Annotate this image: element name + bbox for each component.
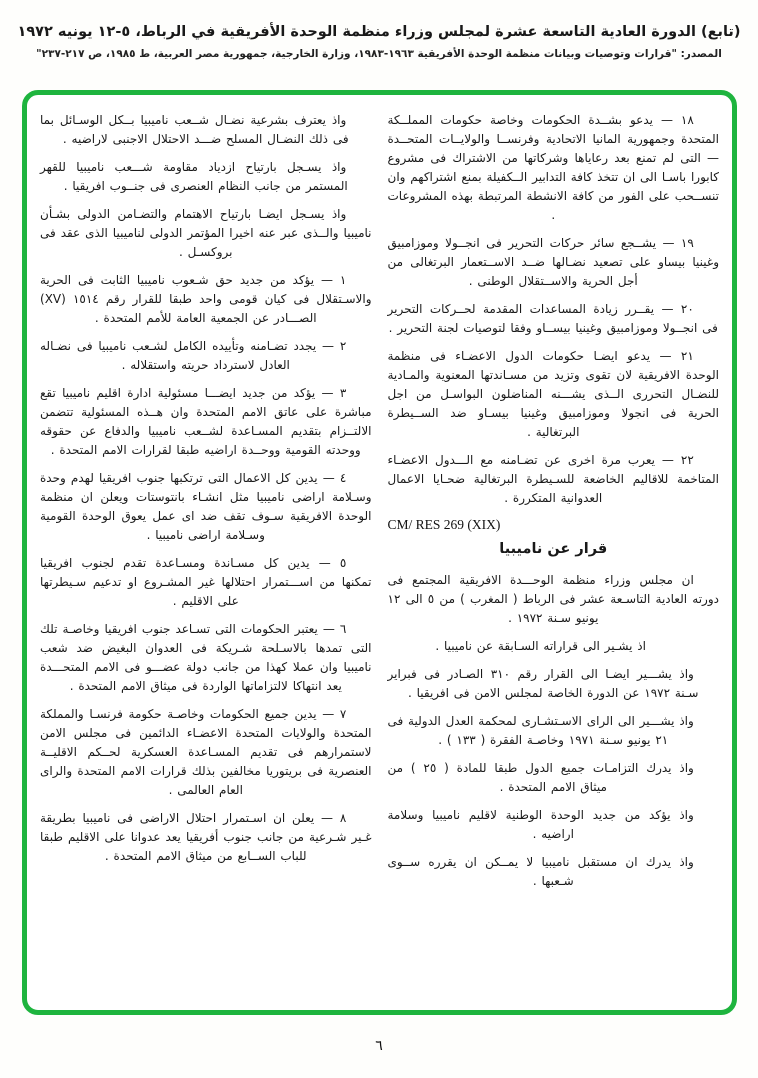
section-title: قرار عن ناميبيا — [499, 541, 608, 557]
resolution-reference: CM/ RES 269 (XIX) — [387, 517, 501, 532]
paragraph: واذ يدرك ان مستقبل ناميبيا لا يمــكن ان يقرره ســوى شـعبها . — [387, 855, 694, 888]
paragraph: ٢٢ — يعرب مرة اخرى عن تضـامنه مع الـــدول الاعضـاء المتاخمة للاقاليم الخاضعة للسـيطرة البرتغالية ضحـايا الاعمال العدوانية المتكررة . — [387, 453, 719, 505]
paragraph: ان مجلس وزراء منظمة الوحـــدة الافريقية المجتمع فى دورته العادية التاسـعة عشر فى الرباط ( المغرب ) من ٥ الى ١٢ يونيو سـنة ١٩٧٢ . — [387, 573, 719, 625]
paragraph: ٨ — يعلن ان اسـتمرار احتلال الاراضى فى ناميبيا بطريقة غـير شـرعية من جانب جنوب أفريقيا يعد عدوانا على الاقليم طبقا للباب الســابع من ميثاق الامم المتحدة . — [40, 811, 372, 863]
paragraph: واذ يشـــير ايضـا الى القرار رقم ٣١٠ الصـادر فى فبراير سـنة ١٩٧٢ عن الدورة الخاصة لمجلس الامن فى افريقيا . — [387, 667, 699, 700]
paragraph: اذ يشـير الى قراراته السـابقة عن ناميبيا . — [435, 639, 646, 653]
right-column — [388, 111, 720, 1000]
paragraph: واذ يعترف بشرعية نضـال شــعب ناميبيا بــكل الوسـائل بما فى ذلك النضـال المسلح ضـــد الاحتلال الاجنبى لاراضيه . — [40, 113, 349, 146]
paragraph: واذ يسـجل بارتياح ازدياد مقاومة شـــعب ناميبيا للقهر المستمر من جانب النظام العنصرى فى جنــوب افريقيا . — [40, 160, 348, 193]
paragraph: ٢٠ — يقــرر زيادة المساعدات المقدمة لحــركات التحرير فى انجــولا وموزامبيق وغينيا بيســاو وفقا لتوصيات لجنة التحرير . — [387, 302, 718, 335]
paragraph: ١ — يؤكد من جديد حق شـعوب ناميبيا الثابت فى الحرية والاسـتقلال فى كيان قومى واحد طبقا للقرار رقم ١٥١٤ (XV) الصـــادر عن الجمعية العامة للأمم المتحدة . — [40, 273, 372, 325]
resolution-items-left — [40, 111, 372, 866]
bordered-content-box — [22, 90, 737, 1015]
paragraph: ٥ — يدين كل مسـاندة ومسـاعدة تقدم لجنوب افريقيا تمكنها من اســـتمرار احتلالها غير المشـروع او تدعيم سـيطرتها على الاقليم . — [40, 556, 372, 608]
page-number: ٦ — [375, 1038, 383, 1054]
paragraph: ١٩ — يشــجع سائر حركات التحرير فى انجــولا وموزامبيق وغينيا بيساو على تصعيد نضـالها ضــد الاســتعمار البرتغالى من أجل الحرية والاســتقلال الوطنى . — [387, 236, 719, 288]
paragraph: ٧ — يدين جميع الحكومات وخاصـة حكومة فرنسـا والمملكة المتحدة والولايات المتحدة الاعضـاء الدائمين فى مجلس الامن لاستمرارهم فى تقديم المسـاعدة العسكرية لحــكم الاقليــة العنصرية فى بريتوريا مخالفين بذلك قرارات الامم المتحدة والراى العام العالمى . — [40, 707, 372, 797]
session-title: (تابع) الدورة العادية التاسعة عشرة لمجلس وزراء منظمة الوحدة الأفريقية في الرباط، ٥-١٢ يونيه ١٩٧٢ — [17, 24, 741, 40]
resolution-preamble — [388, 571, 720, 891]
paragraph: واذ يدرك التزامـات جميع الدول طبقا للمادة ( ٢٥ ) من ميثاق الامم المتحدة . — [387, 761, 694, 794]
paragraph: واذ يؤكد من جديد الوحدة الوطنية لاقليم ناميبيا وسلامة اراضيه . — [387, 808, 694, 841]
resolution-items-top — [388, 111, 720, 508]
source-citation: المصدر: "قرارات وتوصيات وبيانات منظمة الوحدة الأفريقية ١٩٦٣-١٩٨٣، وزارة الخارجية، جمهورية مصر العربية، ط ١٩٨٥، ص ٢١٧-٢٣٧" — [36, 48, 722, 60]
paragraph: ٣ — يؤكد من جديد ايضـــا مسئولية ادارة اقليم ناميبيا تقع مباشرة على عاتق الامم المتحدة وان هــذه المسئولية تتضمن الالتــزام بتقديم المسـاعدة لشــعب ناميبيا والدفاع عن حقوقه ووحدته القومية ووحــدة اراضيه طبقا لقرارات الامم المتحدة . — [40, 386, 372, 457]
paragraph: ٢١ — يدعو ايضـا حكومات الدول الاعضـاء فى منظمة الوحدة الافريقية لان تقوى وتزيد من مسـاندتها المعنوية والمـادية للنضـال التحررى الــذى يشـــنه المناضلون البواسـل من اجل الحرية فى انجولا وموزامبيق وغينيا بيسـاو ضد الســيطرة البرتغالية . — [387, 349, 719, 439]
paragraph: واذ يسـجل ايضـا بارتياح الاهتمام والتضـامن الدولى بشـأن ناميبيا والــذى عبر عنه اخيرا المؤتمر الدولى لناميبيا الذى عقد فى بروكسـل . — [40, 207, 372, 259]
paragraph: ٢ — يجدد تضـامنه وتأييده الكامل لشـعب ناميبيا فى نضـاله العادل لاسترداد حريته واستقلاله . — [40, 339, 347, 372]
page-header — [0, 0, 758, 60]
paragraph: ١٨ — يدعو بشــدة الحكومات وخاصة حكومات المملــكة المتحدة وجمهورية المانيا الاتحادية وفرنســا والولايــات المتحــدة — التى لم تمنع بعد رعاياها وشركاتها من الاشتراك فى مشروع كابورا باسـا الى ان تتخذ كافة التدابير الــكفيلة بمنع اشتراكهم وان تنســحب على الفور من كافة الانشطة المرتبطة بهذه المشروعات . — [387, 113, 719, 222]
paragraph: ٤ — يدين كل الاعمال التى ترتكبها جنوب افريقيا لهدم وحدة وسـلامة اراضى ناميبيا مثل انشـاء بانتوستات ويعلن ان منظمة الوحدة الافريقية سـوف تقف ضد اى عمل يعوق الوحدة القومية وسـلامة اراضى ناميبيا . — [40, 471, 372, 542]
paragraph: واذ يشـــير الى الراى الاسـتشـارى لمحكمة العدل الدولية فى ٢١ يونيو سـنة ١٩٧١ وخاصـة الفقرة ( ١٣٣ ) . — [387, 714, 694, 747]
paragraph: ٦ — يعتبر الحكومات التى تسـاعد جنوب افريقيا وخاصـة تلك التى تمدها بالاسـلحة شـريكة فى العدوان البغيض ضد شعب ناميبيا وان عملا كهذا من جانب دولة عضـــو فى الامم المتحـــدة يعد انتهاكا لالتزاماتها الواردة فى ميثاق الامم المتحدة . — [40, 622, 372, 693]
left-column — [40, 111, 372, 1000]
